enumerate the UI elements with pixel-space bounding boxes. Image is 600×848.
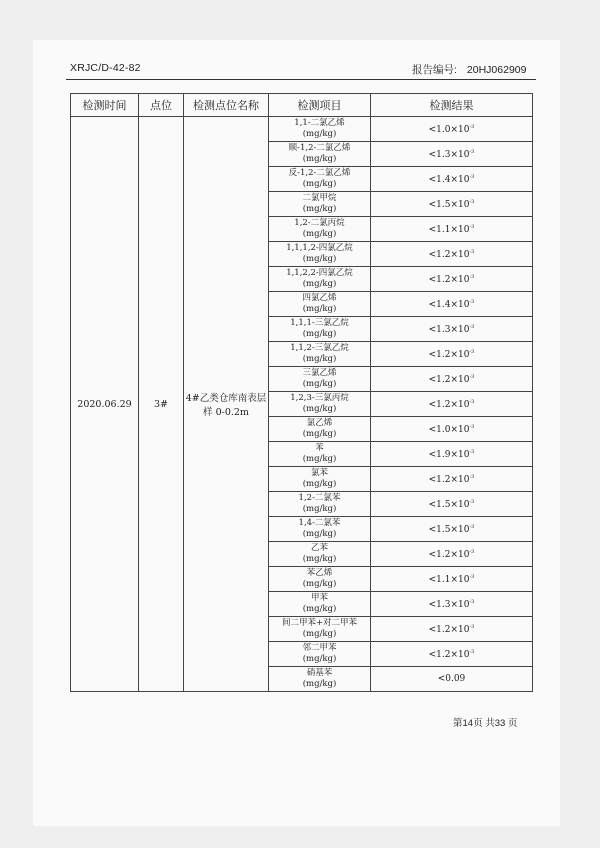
column-header-time: 检测时间 <box>71 94 139 117</box>
result-value: <1.0×10 <box>428 124 470 135</box>
result-cell <box>371 642 533 667</box>
item-name: 二氯甲烷 <box>302 193 337 203</box>
item-name: 1,2,3-三氯丙烷 <box>290 393 349 403</box>
column-header-item: 检测项目 <box>269 94 371 117</box>
result-value: <1.1×10 <box>428 224 470 235</box>
item-name: 硝基苯 <box>306 668 333 678</box>
item-name: 1,1,2,2-四氯乙烷 <box>286 268 353 278</box>
point-name: 4#乙类仓库南表层样 0-0.2m <box>184 117 269 692</box>
item-unit: (mg/kg) <box>302 154 337 164</box>
item-cell <box>269 617 371 642</box>
result-value: <1.2×10 <box>428 374 470 385</box>
column-header-point: 点位 <box>139 94 184 117</box>
report-number-label: 报告编号: <box>412 64 457 76</box>
item-name: 1,1,2-三氯乙烷 <box>290 343 349 353</box>
item-cell <box>269 367 371 392</box>
item-cell <box>269 642 371 667</box>
result-cell <box>371 617 533 642</box>
item-cell <box>269 517 371 542</box>
result-cell <box>371 192 533 217</box>
item-cell <box>269 417 371 442</box>
result-exponent: -3 <box>469 348 475 355</box>
result-cell <box>371 417 533 442</box>
item-cell <box>269 317 371 342</box>
result-cell <box>371 592 533 617</box>
result-cell <box>371 542 533 567</box>
result-value: <1.2×10 <box>428 624 470 635</box>
result-value: <1.3×10 <box>428 149 470 160</box>
page-number: 第14页 共33 页 <box>453 718 518 729</box>
item-name: 氯苯 <box>310 468 328 478</box>
item-name: 1,1-二氯乙烯 <box>294 118 345 128</box>
item-cell <box>269 192 371 217</box>
item-cell <box>269 442 371 467</box>
result-value: <1.2×10 <box>428 474 470 485</box>
result-exponent: -3 <box>469 373 475 380</box>
item-unit: (mg/kg) <box>302 504 337 514</box>
item-unit: (mg/kg) <box>302 229 337 239</box>
table-header-row <box>71 94 533 117</box>
result-value: <1.2×10 <box>428 399 470 410</box>
item-name: 甲苯 <box>310 593 328 603</box>
result-cell <box>371 267 533 292</box>
item-name: 反-1,2-二氯乙烯 <box>288 168 351 178</box>
item-name: 1,1,1-三氯乙烷 <box>290 318 349 328</box>
result-exponent: -3 <box>469 273 475 280</box>
item-unit: (mg/kg) <box>302 554 337 564</box>
result-cell <box>371 292 533 317</box>
result-value: <0.09 <box>437 674 466 684</box>
item-name: 顺-1,2-二氯乙烯 <box>288 143 351 153</box>
item-cell <box>269 242 371 267</box>
results-table <box>70 93 533 692</box>
item-unit: (mg/kg) <box>302 254 337 264</box>
item-cell <box>269 567 371 592</box>
result-exponent: -3 <box>469 398 475 405</box>
item-unit: (mg/kg) <box>302 404 337 414</box>
item-unit: (mg/kg) <box>302 679 337 689</box>
result-exponent: -3 <box>469 423 475 430</box>
result-cell <box>371 217 533 242</box>
column-header-result: 检测结果 <box>371 94 533 117</box>
report-number: 20HJ062909 <box>466 64 527 76</box>
result-cell <box>371 167 533 192</box>
result-value: <1.5×10 <box>428 524 470 535</box>
result-cell <box>371 317 533 342</box>
result-exponent: -3 <box>469 323 475 330</box>
doc-code: XRJC/D-42-82 <box>70 62 141 74</box>
result-exponent: -3 <box>469 498 475 505</box>
item-unit: (mg/kg) <box>302 279 337 289</box>
header-rule <box>66 79 536 80</box>
item-cell <box>269 117 371 142</box>
item-unit: (mg/kg) <box>302 179 337 189</box>
item-unit: (mg/kg) <box>302 129 337 139</box>
table-row <box>71 117 533 142</box>
result-cell <box>371 242 533 267</box>
item-name: 1,2-二氯苯 <box>298 493 341 503</box>
result-value: <1.2×10 <box>428 349 470 360</box>
point-id: 3# <box>139 117 184 692</box>
result-cell <box>371 442 533 467</box>
item-cell <box>269 217 371 242</box>
result-cell <box>371 517 533 542</box>
item-unit: (mg/kg) <box>302 479 337 489</box>
item-name: 三氯乙烯 <box>302 368 337 378</box>
item-name: 苯 <box>315 443 324 453</box>
item-cell <box>269 492 371 517</box>
item-cell <box>269 667 371 692</box>
result-value: <1.0×10 <box>428 424 470 435</box>
result-exponent: -3 <box>469 573 475 580</box>
item-unit: (mg/kg) <box>302 379 337 389</box>
item-name: 苯乙烯 <box>306 568 333 578</box>
item-name: 氯乙烯 <box>306 418 333 428</box>
item-cell <box>269 142 371 167</box>
item-cell <box>269 542 371 567</box>
result-cell <box>371 492 533 517</box>
item-unit: (mg/kg) <box>302 454 337 464</box>
result-cell <box>371 142 533 167</box>
item-cell <box>269 167 371 192</box>
result-value: <1.3×10 <box>428 599 470 610</box>
result-exponent: -3 <box>469 448 475 455</box>
item-unit: (mg/kg) <box>302 579 337 589</box>
result-exponent: -3 <box>469 523 475 530</box>
item-name: 邻二甲苯 <box>302 643 337 653</box>
item-name: 1,1,1,2-四氯乙烷 <box>286 243 353 253</box>
item-unit: (mg/kg) <box>302 629 337 639</box>
result-exponent: -3 <box>469 223 475 230</box>
item-cell <box>269 467 371 492</box>
result-exponent: -3 <box>469 473 475 480</box>
item-cell <box>269 592 371 617</box>
item-unit: (mg/kg) <box>302 354 337 364</box>
item-cell <box>269 392 371 417</box>
result-cell <box>371 392 533 417</box>
report-number-block <box>412 62 526 77</box>
result-exponent: -3 <box>469 248 475 255</box>
result-cell <box>371 667 533 692</box>
item-cell <box>269 292 371 317</box>
result-value: <1.9×10 <box>428 449 470 460</box>
result-exponent: -3 <box>469 648 475 655</box>
item-unit: (mg/kg) <box>302 429 337 439</box>
item-name: 间二甲苯+对二甲苯 <box>281 618 358 628</box>
result-value: <1.1×10 <box>428 574 470 585</box>
result-exponent: -3 <box>469 198 475 205</box>
result-exponent: -3 <box>469 623 475 630</box>
result-value: <1.3×10 <box>428 324 470 335</box>
result-exponent: -3 <box>469 298 475 305</box>
result-exponent: -3 <box>469 123 475 130</box>
result-cell <box>371 117 533 142</box>
result-value: <1.5×10 <box>428 499 470 510</box>
result-exponent: -3 <box>469 548 475 555</box>
item-unit: (mg/kg) <box>302 604 337 614</box>
result-value: <1.4×10 <box>428 299 470 310</box>
item-unit: (mg/kg) <box>302 204 337 214</box>
item-unit: (mg/kg) <box>302 654 337 664</box>
result-value: <1.2×10 <box>428 549 470 560</box>
item-name: 1,2-二氯丙烷 <box>294 218 345 228</box>
result-value: <1.2×10 <box>428 649 470 660</box>
item-name: 四氯乙烯 <box>302 293 337 303</box>
item-unit: (mg/kg) <box>302 329 337 339</box>
item-name: 1,4-二氯苯 <box>298 518 341 528</box>
result-exponent: -3 <box>469 173 475 180</box>
result-cell <box>371 467 533 492</box>
result-value: <1.2×10 <box>428 274 470 285</box>
result-value: <1.4×10 <box>428 174 470 185</box>
item-name: 乙苯 <box>310 543 328 553</box>
result-exponent: -3 <box>469 598 475 605</box>
item-unit: (mg/kg) <box>302 304 337 314</box>
result-exponent: -3 <box>469 148 475 155</box>
detection-date: 2020.06.29 <box>71 117 139 692</box>
item-cell <box>269 342 371 367</box>
item-cell <box>269 267 371 292</box>
result-cell <box>371 567 533 592</box>
column-header-point-name: 检测点位名称 <box>184 94 269 117</box>
result-cell <box>371 367 533 392</box>
item-unit: (mg/kg) <box>302 529 337 539</box>
result-value: <1.2×10 <box>428 249 470 260</box>
result-cell <box>371 342 533 367</box>
result-value: <1.5×10 <box>428 199 470 210</box>
